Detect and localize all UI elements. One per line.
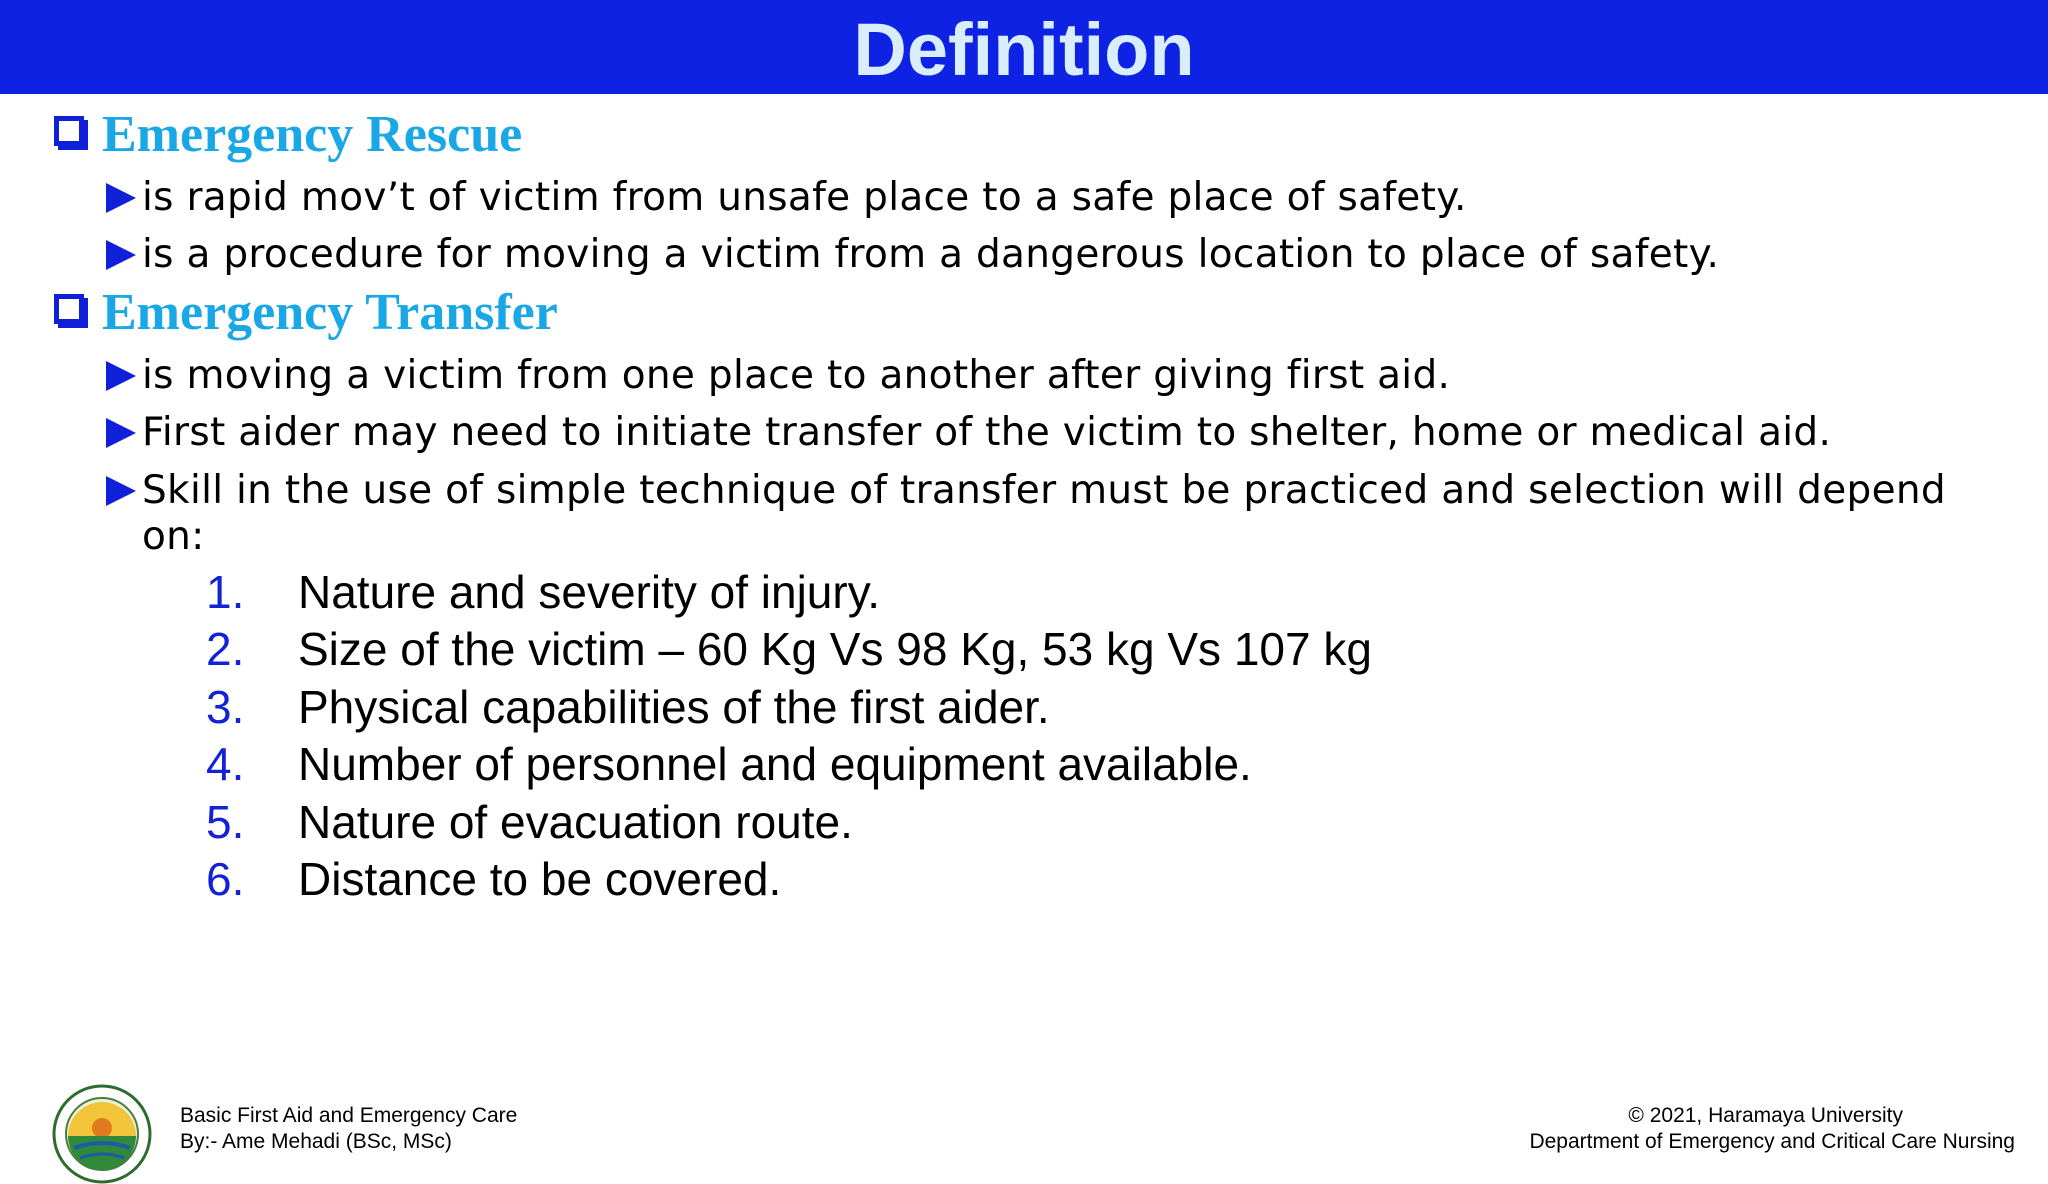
footer-author: By:- Ame Mehadi (BSc, MSc) [180,1130,452,1153]
list-text: Nature of evacuation route. [298,796,853,848]
bullet-item [106,410,2022,456]
triangle-arrow-icon [106,240,136,270]
list-item [206,851,781,907]
list-text: Nature and severity of injury. [298,566,881,618]
triangle-arrow-icon [106,476,136,506]
section-heading-emergency-rescue [54,104,522,166]
list-item [206,794,853,850]
footer-copyright: © 2021, Haramaya University [1628,1104,1903,1127]
triangle-arrow-icon [106,418,136,448]
list-text: Distance to be covered. [298,853,782,905]
bullet-item [106,468,2012,560]
bullet-text: is rapid mov’t of victim from unsafe place to a safe place of safety. [142,175,1467,220]
checkbox-square-icon [54,294,84,324]
triangle-arrow-icon [106,183,136,213]
list-text: Number of personnel and equipment available. [298,738,1252,790]
footer-course: Basic First Aid and Emergency Care [180,1104,518,1127]
bullet-text: is moving a victim from one place to another after giving first aid. [142,353,1451,398]
list-text: Size of the victim – 60 Kg Vs 98 Kg, 53 kg Vs 107 kg [298,623,1372,675]
slide-title: Definition [853,8,1195,91]
list-number: 6. [206,853,245,905]
bullet-text: is a procedure for moving a victim from a dangerous location to place of safety. [142,232,1720,277]
bullet-text: Skill in the use of simple technique of transfer must be practiced and selection will depend on: [142,468,1946,559]
section-heading-emergency-transfer [54,282,558,344]
triangle-arrow-icon [106,361,136,391]
bullet-item [106,353,2022,399]
haramaya-university-logo [52,1084,152,1184]
checkbox-square-icon [54,116,84,146]
list-number: 4. [206,738,245,790]
list-item [206,621,1372,677]
list-number: 1. [206,566,245,618]
list-number: 2. [206,623,245,675]
footer-department: Department of Emergency and Critical Care Nursing [1529,1130,2015,1153]
list-number: 3. [206,681,245,733]
heading-text: Emergency Rescue [102,106,523,163]
bullet-item [106,232,2022,278]
list-text: Physical capabilities of the first aider. [298,681,1050,733]
list-item [206,679,1050,735]
list-number: 5. [206,796,245,848]
bullet-item [106,175,2022,221]
heading-text: Emergency Transfer [102,284,558,341]
list-item [206,564,880,620]
bullet-text: First aider may need to initiate transfer of the victim to shelter, home or medical aid. [142,410,1832,455]
list-item [206,736,1252,792]
